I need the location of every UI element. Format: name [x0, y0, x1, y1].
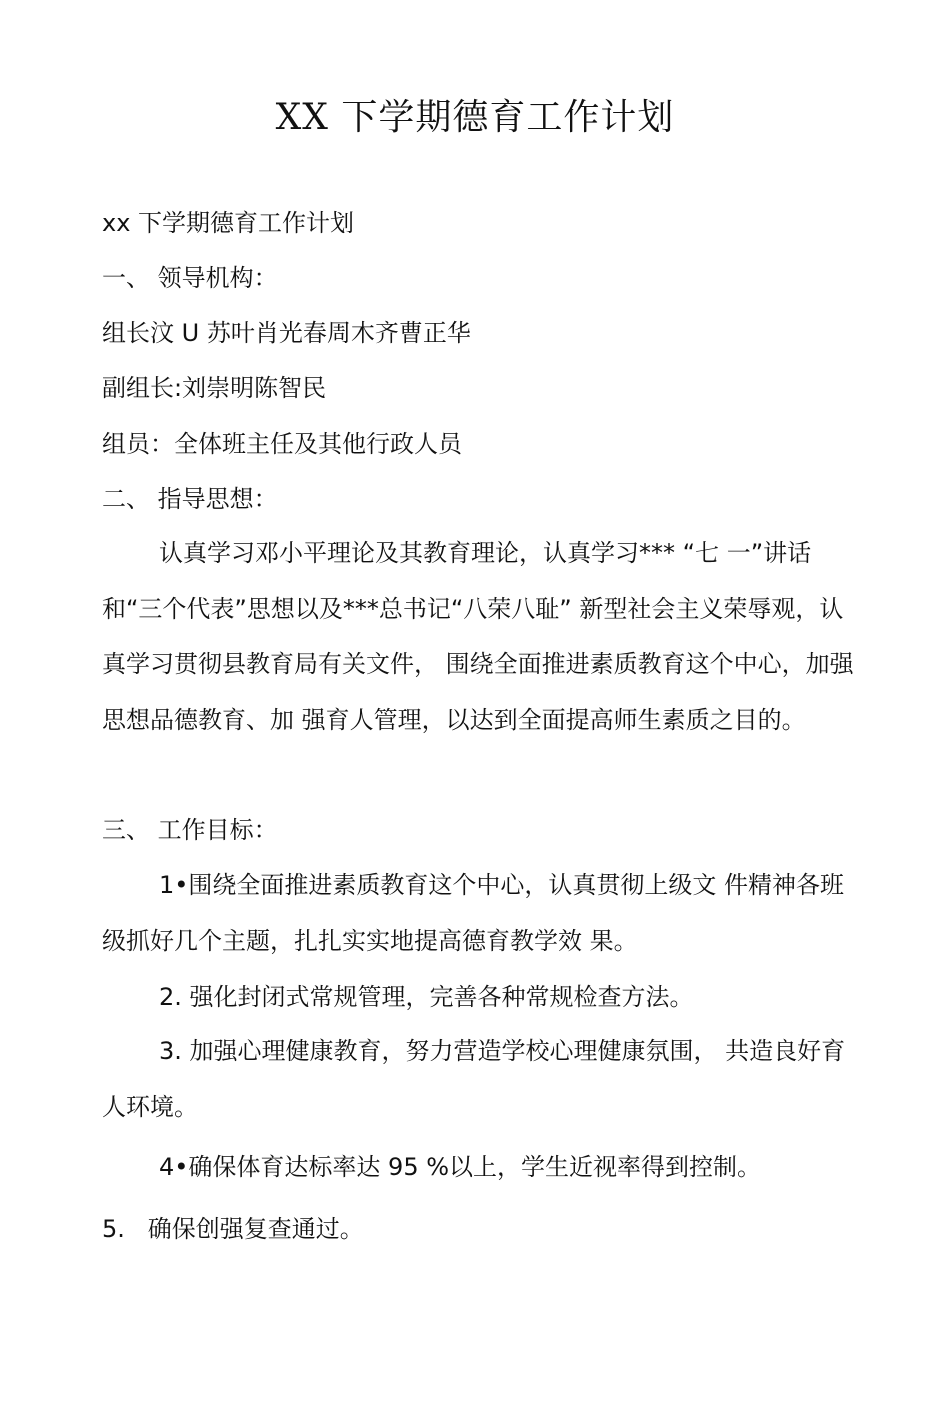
goal-item-1: 1•围绕全面推进素质教育这个中心，认真贯彻上级文 件精神各班级抓好几个主题，扎扎实实地提高德育教学效 果。 — [102, 871, 845, 955]
deputy-leader-line: 副组长:刘崇明陈智民 — [102, 374, 327, 402]
leader-line: 组长汶 U 苏叶肖光春周木齐曹正华 — [102, 319, 471, 347]
members-line: 组员：全体班主任及其他行政人员 — [102, 430, 462, 458]
document-subtitle: xx 下学期德育工作计划 — [102, 209, 355, 237]
guiding-thought-paragraph: 认真学习邓小平理论及其教育理论，认真学习*** “七 一”讲话和“三个代表”思想以及***总书记“八荣八耻” 新型社会主义荣辱观，认真学习贯彻县教育局有关文件， 围绕全面推进素质教育这个中心，加强思想品德教育、加 强育人管理，以达到全面提高师生素质之目的。 — [102, 539, 854, 734]
document-title: XX 下学期德育工作计划 — [275, 97, 675, 138]
goal-item-4: 4•确保体育达标率达 95 %以上，学生近视率得到控制。 — [159, 1153, 762, 1181]
goal-item-5: 5. 确保创强复查通过。 — [102, 1215, 364, 1243]
section-heading-work-goals: 三、 工作目标： — [102, 816, 278, 844]
section-heading-leadership: 一、 领导机构： — [102, 264, 278, 292]
section-heading-guiding-thought: 二、 指导思想： — [102, 485, 278, 513]
goal-item-2: 2. 强化封闭式常规管理，完善各种常规检查方法。 — [159, 983, 694, 1011]
goal-item-3: 3. 加强心理健康教育，努力营造学校心理健康氛围， 共造良好育人环境。 — [102, 1037, 846, 1121]
